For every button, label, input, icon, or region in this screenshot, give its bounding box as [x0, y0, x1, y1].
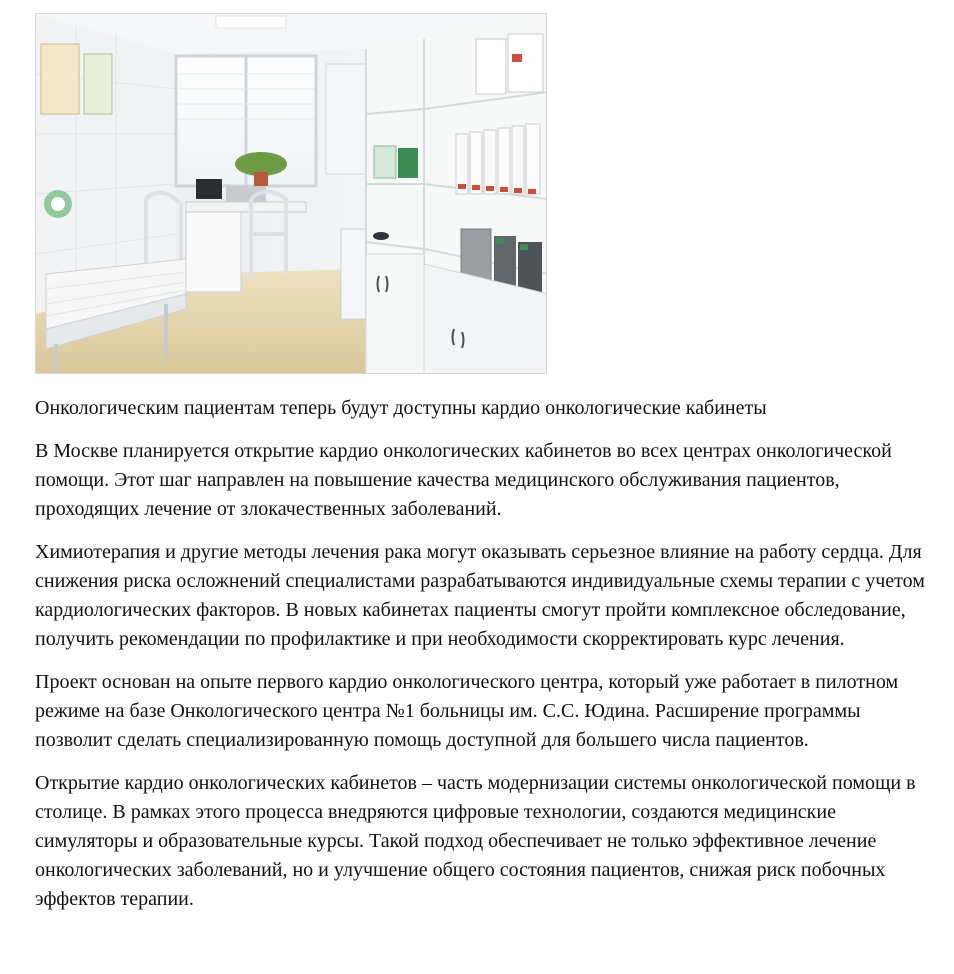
clinic-room-photo [35, 13, 547, 374]
article-paragraph-2: Химиотерапия и другие методы лечения рака могут оказывать серьезное влияние на работу сердца. Для снижения риска осложнений специалистами разрабатываются индивидуальные схемы терапии с учетом кардиологических факторов. В новых кабинетах пациенты смогут пройти комплексное обследование, получить рекомендации по профилактике и при необходимости скорректировать курс лечения. [35, 541, 925, 650]
article [35, 13, 935, 914]
article-paragraph-4: Открытие кардио онкологических кабинетов – часть модернизации системы онкологической помощи в столице. В рамках этого процесса внедряются цифровые технологии, создаются медицинские симуляторы и образовательные курсы. Такой подход обеспечивает не только эффективное лечение онкологических заболеваний, но и улучшение общего состояния пациентов, снижая риск побочных эффектов терапии. [35, 772, 916, 910]
article-paragraph-1: В Москве планируется открытие кардио онкологических кабинетов во всех центрах онкологической помощи. Этот шаг направлен на повышение качества медицинского обслуживания пациентов, проходящих лечение от злокачественных заболеваний. [35, 440, 892, 520]
article-paragraph-3: Проект основан на опыте первого кардио онкологического центра, который уже работает в пилотном режиме на базе Онкологического центра №1 больницы им. С.С. Юдина. Расширение программы позволит сделать специализированную помощь доступной для большего числа пациентов. [35, 671, 899, 751]
article-headline: Онкологическим пациентам теперь будут доступны кардио онкологические кабинеты [35, 397, 767, 419]
